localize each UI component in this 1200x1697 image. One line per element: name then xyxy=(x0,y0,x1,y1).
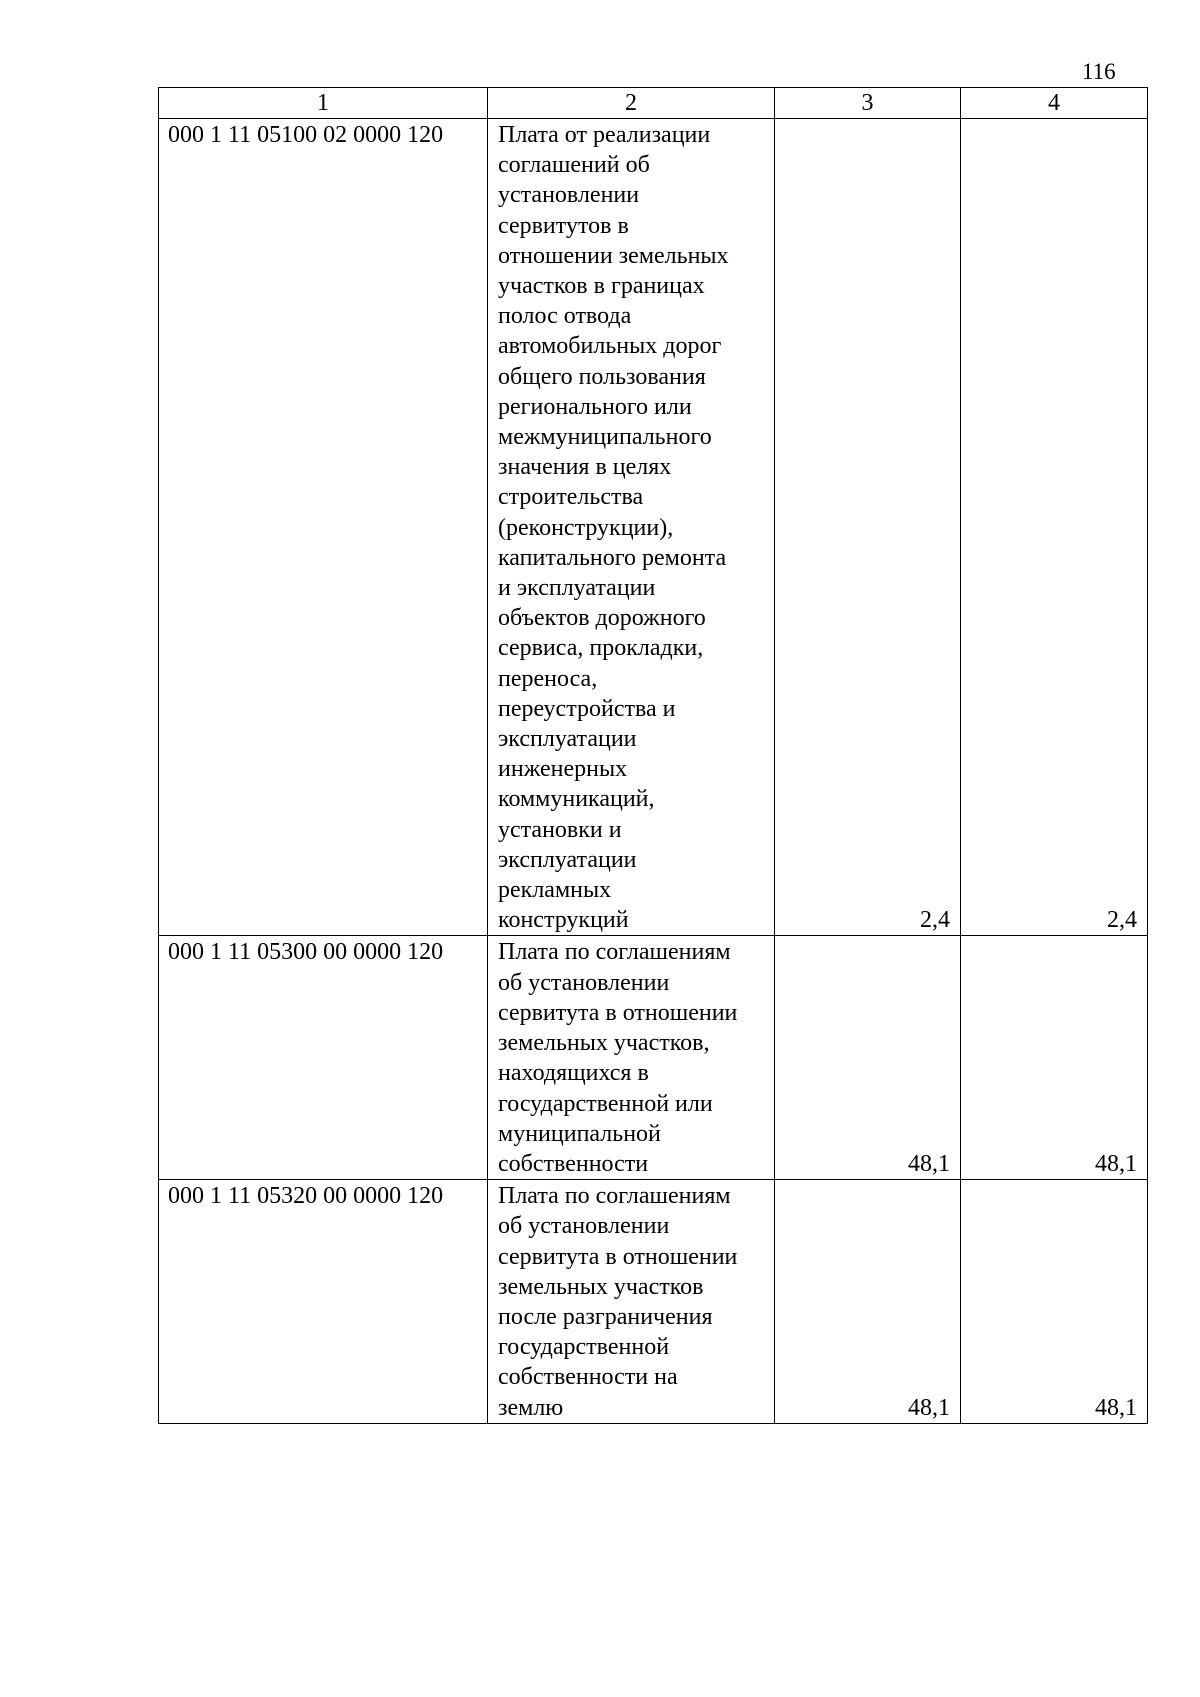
row-name-line: установки и xyxy=(498,816,622,843)
row-value-col4: 2,4 xyxy=(961,119,1148,936)
row-name-line: об установлении xyxy=(498,969,670,996)
row-name-line: землю xyxy=(498,1394,564,1421)
row-value-col4: 48,1 xyxy=(961,1180,1148,1424)
table-row xyxy=(159,1180,1148,1424)
row-code: 000 1 11 05320 00 0000 120 xyxy=(159,1180,488,1424)
row-name-line: объектов дорожного xyxy=(498,605,706,632)
row-name-line: Плата от реализации xyxy=(498,122,711,148)
row-name-line: рекламных xyxy=(498,877,612,904)
row-name-line: общего пользования xyxy=(498,363,706,390)
row-name-line: муниципальной xyxy=(498,1120,661,1147)
row-name-line: соглашений об xyxy=(498,152,650,179)
row-value-col3: 48,1 xyxy=(775,1180,961,1424)
row-name-line: инженерных xyxy=(498,756,628,783)
row-name-line: регионального или xyxy=(498,393,692,420)
row-name-line: межмуниципального xyxy=(498,424,712,451)
row-code: 000 1 11 05300 00 0000 120 xyxy=(159,936,488,1180)
row-name-line: установлении xyxy=(498,182,640,209)
row-name-line: сервитута в отношении xyxy=(498,999,738,1026)
row-name-line: значения в целях xyxy=(498,454,672,481)
row-name-line: коммуникаций, xyxy=(498,786,655,813)
header-col-2: 2 xyxy=(488,88,775,119)
row-name xyxy=(488,936,775,1180)
row-value-col3: 2,4 xyxy=(775,119,961,936)
row-name-line: капитального ремонта xyxy=(498,544,727,571)
row-name-line: автомобильных дорог xyxy=(498,333,722,360)
row-name-line: полос отвода xyxy=(498,303,632,330)
row-name xyxy=(488,1180,775,1424)
row-name-line: государственной xyxy=(498,1334,670,1361)
row-name-line: сервитута в отношении xyxy=(498,1243,738,1270)
table-header-row xyxy=(159,88,1148,119)
row-name xyxy=(488,119,775,936)
row-name-line: земельных участков xyxy=(498,1273,704,1300)
row-name-line: сервитутов в xyxy=(498,212,629,239)
table-body xyxy=(159,119,1148,1424)
row-name-line: сервиса, прокладки, xyxy=(498,635,704,662)
table-row xyxy=(159,936,1148,1180)
row-name-line: строительства xyxy=(498,484,644,511)
row-name-line: переноса, xyxy=(498,665,598,692)
row-name-line: Плата по соглашениям xyxy=(498,939,731,966)
row-name-line: Плата по соглашениям xyxy=(498,1183,731,1210)
row-name-line: эксплуатации xyxy=(498,846,637,873)
row-name-line: эксплуатации xyxy=(498,726,637,753)
row-name-line: участков в границах xyxy=(498,273,705,300)
row-name-line: об установлении xyxy=(498,1213,670,1240)
revenue-table xyxy=(158,87,1148,1424)
row-name-line: (реконструкции), xyxy=(498,514,674,541)
row-name-line: собственности xyxy=(498,1150,649,1177)
row-name-line: и эксплуатации xyxy=(498,575,656,602)
header-col-1: 1 xyxy=(159,88,488,119)
row-code: 000 1 11 05100 02 0000 120 xyxy=(159,119,488,936)
row-name-line: государственной или xyxy=(498,1090,713,1117)
table-row xyxy=(159,119,1148,936)
row-name-line: собственности на xyxy=(498,1364,678,1391)
row-value-col4: 48,1 xyxy=(961,936,1148,1180)
row-name-line: земельных участков, xyxy=(498,1030,710,1057)
row-value-col3: 48,1 xyxy=(775,936,961,1180)
header-col-3: 3 xyxy=(775,88,961,119)
row-name-line: находящихся в xyxy=(498,1060,649,1087)
row-name-line: конструкций xyxy=(498,907,629,934)
row-name-line: отношении земельных xyxy=(498,242,729,269)
row-name-line: переустройства и xyxy=(498,695,676,722)
row-name-line: после разграничения xyxy=(498,1303,713,1330)
page-number: 116 xyxy=(1082,59,1116,84)
header-col-4: 4 xyxy=(961,88,1148,119)
